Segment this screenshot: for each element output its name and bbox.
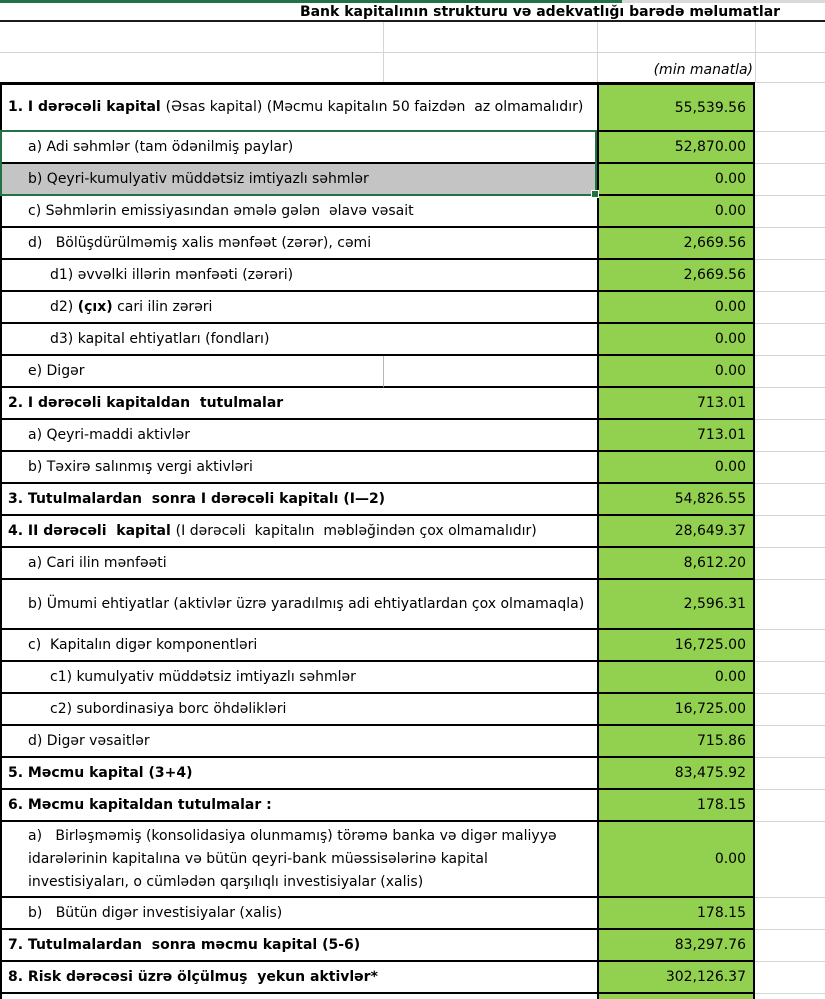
grid-strip xyxy=(755,452,825,484)
selection-fill-handle[interactable] xyxy=(591,190,599,198)
table-row xyxy=(0,484,825,516)
grid-strip xyxy=(755,324,825,356)
table-row xyxy=(0,420,825,452)
grid-strip xyxy=(755,962,825,994)
row-value-cell[interactable]: 0.00 xyxy=(597,324,755,356)
table-row xyxy=(0,516,825,548)
table-row xyxy=(0,662,825,694)
row-value-cell[interactable]: 0.00 xyxy=(597,196,755,228)
label-text-bold: 6. Məcmu kapitaldan tutulmalar : xyxy=(8,796,272,813)
gridline-vertical xyxy=(383,53,384,82)
row-label-cell[interactable] xyxy=(0,324,597,356)
row-value-cell[interactable]: 713.01 xyxy=(597,420,755,452)
table-row xyxy=(0,292,825,324)
label-text-bold: 1. I dərəcəli kapital xyxy=(8,99,166,115)
row-value-cell[interactable]: 54,826.55 xyxy=(597,484,755,516)
row-label-cell[interactable] xyxy=(0,484,597,516)
row-value-cell[interactable]: 28,649.37 xyxy=(597,516,755,548)
row-label-cell[interactable] xyxy=(0,196,597,228)
row-value-cell[interactable]: 178.15 xyxy=(597,898,755,930)
row-label-cell[interactable] xyxy=(0,420,597,452)
row-value-cell[interactable]: 0.00 xyxy=(597,292,755,324)
row-value-cell[interactable]: 2,669.56 xyxy=(597,260,755,292)
table-row xyxy=(0,388,825,420)
row-label-cell[interactable] xyxy=(0,694,597,726)
grid-strip xyxy=(755,898,825,930)
row-value-cell[interactable]: 8,612.20 xyxy=(597,548,755,580)
table-row xyxy=(0,196,825,228)
empty-sub-cell[interactable] xyxy=(383,356,597,388)
row-value-cell[interactable]: 83,475.92 xyxy=(597,758,755,790)
row-label-cell[interactable] xyxy=(0,580,597,630)
table-row xyxy=(0,962,825,994)
gridline-vertical xyxy=(755,22,756,52)
table-row xyxy=(0,324,825,356)
header-empty-row[interactable] xyxy=(0,22,825,53)
label-text-bold: (çıx) xyxy=(77,298,113,315)
row-value-cell[interactable]: 16,725.00 xyxy=(597,694,755,726)
label-text: d3) kapital ehtiyatları (fondları) xyxy=(50,330,270,347)
row-label-cell[interactable] xyxy=(0,260,597,292)
table-row xyxy=(0,132,825,164)
table-row xyxy=(0,694,825,726)
row-label-cell[interactable] xyxy=(0,132,597,164)
table-row xyxy=(0,758,825,790)
label-text-bold: 3. Tutulmalardan sonra I dərəcəli kapitalı (I—2) xyxy=(8,490,386,507)
label-text: e) Digər xyxy=(28,362,85,379)
label-text: b) Təxirə salınmış vergi aktivləri xyxy=(28,458,253,475)
grid-strip xyxy=(755,630,825,662)
grid-strip xyxy=(755,164,825,196)
row-label-cell[interactable] xyxy=(0,388,597,420)
row-label-cell[interactable] xyxy=(0,822,597,898)
row-value-cell[interactable]: 0.00 xyxy=(597,164,755,196)
grid-strip xyxy=(755,292,825,324)
label-text: d2) xyxy=(50,298,78,315)
grid-strip xyxy=(755,196,825,228)
label-text: (I dərəcəli kapitalın məbləğindən çox olmamalıdır) xyxy=(175,522,537,539)
row-value-cell[interactable]: 55,539.56 xyxy=(597,82,755,132)
table-row xyxy=(0,356,825,388)
row-value-cell[interactable]: 52,870.00 xyxy=(597,132,755,164)
capital-table xyxy=(0,82,825,994)
label-text-bold: 5. Məcmu kapital (3+4) xyxy=(8,764,193,781)
table-row xyxy=(0,822,825,898)
partial-label-cell xyxy=(0,994,597,999)
label-text: a) Adi səhmlər (tam ödənilmiş paylar) xyxy=(28,138,294,155)
table-row xyxy=(0,790,825,822)
label-text: b) Bütün digər investisiyalar (xalis) xyxy=(28,904,283,921)
row-value-cell[interactable]: 713.01 xyxy=(597,388,755,420)
label-text: c) Səhmlərin emissiyasından əmələ gələn əlavə vəsait xyxy=(28,202,414,219)
row-value-cell[interactable]: 2,669.56 xyxy=(597,228,755,260)
row-label-cell[interactable] xyxy=(0,548,597,580)
label-text: c2) subordinasiya borc öhdəlikləri xyxy=(50,700,287,717)
label-text: a) Qeyri-maddi aktivlər xyxy=(28,426,191,443)
gridline-vertical xyxy=(383,22,384,52)
partial-row xyxy=(0,994,825,999)
grid-strip xyxy=(755,356,825,388)
row-label-cell[interactable] xyxy=(0,962,597,994)
title-row[interactable] xyxy=(0,3,825,22)
grid-strip xyxy=(755,484,825,516)
page-title: Bank kapitalının strukturu və adekvatlığı barədə məlumatlar xyxy=(299,3,781,20)
row-label-cell[interactable] xyxy=(0,292,597,324)
table-row xyxy=(0,548,825,580)
label-text-bold: 2. I dərəcəli kapitaldan tutulmalar xyxy=(8,394,284,411)
row-value-cell[interactable]: 0.00 xyxy=(597,356,755,388)
row-value-cell[interactable]: 2,596.31 xyxy=(597,580,755,630)
label-text: d) Bölüşdürülməmiş xalis mənfəət (zərər), cəmi xyxy=(28,234,372,251)
row-label-cell[interactable] xyxy=(0,452,597,484)
row-label-cell[interactable] xyxy=(0,356,383,388)
table-row xyxy=(0,630,825,662)
gridline-vertical xyxy=(755,53,756,82)
label-text: cari ilin zərəri xyxy=(112,298,213,315)
gridline-vertical xyxy=(597,53,598,82)
unit-row[interactable] xyxy=(0,53,825,82)
grid-strip xyxy=(755,260,825,292)
table-row xyxy=(0,260,825,292)
grid-strip xyxy=(755,758,825,790)
row-label-cell[interactable] xyxy=(0,758,597,790)
grid-strip xyxy=(755,580,825,630)
row-label-cell[interactable] xyxy=(0,630,597,662)
table-row xyxy=(0,164,825,196)
gridline-vertical xyxy=(597,22,598,52)
grid-strip xyxy=(755,790,825,822)
table-row xyxy=(0,82,825,132)
label-text: (Əsas kapital) (Məcmu kapitalın 50 faizdən az olmamalıdır) xyxy=(165,99,584,115)
row-label-cell[interactable] xyxy=(0,898,597,930)
row-label-cell[interactable] xyxy=(0,930,597,962)
label-text: b) Qeyri-kumulyativ müddətsiz imtiyazlı səhmlər xyxy=(28,170,369,187)
label-text: c) Kapitalın digər komponentləri xyxy=(28,636,258,653)
table-row xyxy=(0,898,825,930)
grid-strip xyxy=(755,132,825,164)
row-label-cell[interactable] xyxy=(0,726,597,758)
partial-value-cell xyxy=(597,994,755,999)
table-row xyxy=(0,452,825,484)
grid-strip xyxy=(755,388,825,420)
grid-strip xyxy=(755,420,825,452)
row-value-cell[interactable]: 16,725.00 xyxy=(597,630,755,662)
row-label-cell[interactable] xyxy=(0,164,597,196)
grid-strip xyxy=(755,516,825,548)
label-text-bold: 7. Tutulmalardan sonra məcmu kapital (5-6) xyxy=(8,936,361,953)
grid-strip xyxy=(755,822,825,898)
grid-strip xyxy=(755,994,825,999)
row-label-cell[interactable] xyxy=(0,790,597,822)
row-value-cell[interactable]: 715.86 xyxy=(597,726,755,758)
unit-note: (min manatla) xyxy=(653,62,753,78)
label-text: a) Birləşməmiş (konsolidasiya olunmamış) törəmə banka və digər maliyyə idarələrinin kapitalına və bütün qeyri-bank müəssisələrinə kapital investisiyaları, o cümlədən qarşılıqlı investisiyalar (xalis) xyxy=(28,827,562,890)
label-text: b) Ümumi ehtiyatlar (aktivlər üzrə yaradılmış adi ehtiyatlardan çox olmamaqla) xyxy=(28,595,585,612)
grid-strip xyxy=(755,726,825,758)
grid-strip xyxy=(755,930,825,962)
row-value-cell[interactable]: 178.15 xyxy=(597,790,755,822)
row-value-cell[interactable]: 83,297.76 xyxy=(597,930,755,962)
label-text: d) Digər vəsaitlər xyxy=(28,732,150,749)
grid-strip xyxy=(755,662,825,694)
row-label-cell[interactable] xyxy=(0,662,597,694)
table-row xyxy=(0,726,825,758)
grid-strip xyxy=(755,228,825,260)
grid-strip xyxy=(755,548,825,580)
label-text-bold: 8. Risk dərəcəsi üzrə ölçülmuş yekun aktivlər* xyxy=(8,968,378,985)
table-row xyxy=(0,228,825,260)
row-label-cell[interactable] xyxy=(0,228,597,260)
row-label-cell[interactable] xyxy=(0,516,597,548)
grid-strip xyxy=(755,694,825,726)
label-text: d1) əvvəlki illərin mənfəəti (zərəri) xyxy=(50,266,294,283)
label-text: a) Cari ilin mənfəəti xyxy=(28,554,167,571)
label-text: c1) kumulyativ müddətsiz imtiyazlı səhmlər xyxy=(50,668,356,685)
row-value-cell[interactable]: 302,126.37 xyxy=(597,962,755,994)
table-row xyxy=(0,930,825,962)
row-value-cell[interactable]: 0.00 xyxy=(597,822,755,898)
row-value-cell[interactable]: 0.00 xyxy=(597,452,755,484)
grid-strip xyxy=(755,82,825,132)
row-value-cell[interactable]: 0.00 xyxy=(597,662,755,694)
table-row xyxy=(0,580,825,630)
label-text-bold: 4. II dərəcəli kapital xyxy=(8,522,176,539)
row-label-cell[interactable] xyxy=(0,82,597,132)
